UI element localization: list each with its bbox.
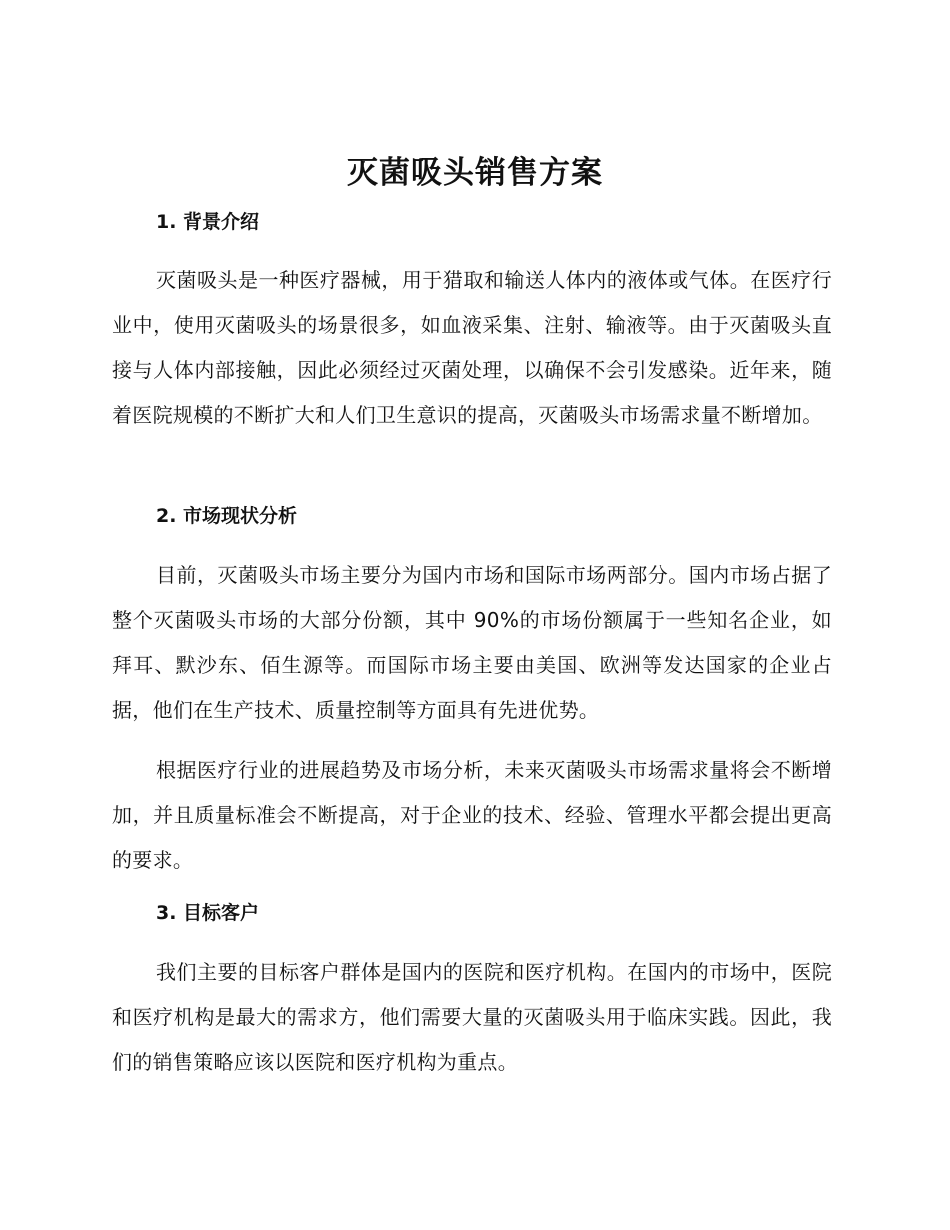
paragraph-market-status: 目前，灭菌吸头市场主要分为国内市场和国际市场两部分。国内市场占据了整个灭菌吸头市场的大部分份额，其中 90%的市场份额属于一些知名企业，如拜耳、默沙东、佰生源等。而国际市场主要由美国、欧洲等发达国家的企业占据，他们在生产技术、质量控制等方面具有先进优势。 (112, 563, 832, 722)
paragraph-target-customers: 我们主要的目标客户群体是国内的医院和医疗机构。在国内的市场中，医院和医疗机构是最大的需求方，他们需要大量的灭菌吸头用于临床实践。因此，我们的销售策略应该以医院和医疗机构为重点。 (112, 960, 832, 1074)
document-title: 灭菌吸头销售方案 (347, 155, 603, 191)
section-heading-market-analysis: 2. 市场现状分析 (156, 505, 298, 527)
paragraph-background: 灭菌吸头是一种医疗器械，用于猎取和输送人体内的液体或气体。在医疗行业中，使用灭菌吸头的场景很多，如血液采集、注射、输液等。由于灭菌吸头直接与人体内部接触，因此必须经过灭菌处理，以确保不会引发感染。近年来，随着医院规模的不断扩大和人们卫生意识的提高，灭菌吸头市场需求量不断增加。 (112, 268, 832, 427)
section-heading-background: 1. 背景介绍 (156, 211, 260, 233)
paragraph-market-trend: 根据医疗行业的进展趋势及市场分析，未来灭菌吸头市场需求量将会不断增加，并且质量标准会不断提高，对于企业的技术、经验、管理水平都会提出更高的要求。 (112, 758, 832, 872)
section-heading-target-customers: 3. 目标客户 (156, 902, 260, 924)
